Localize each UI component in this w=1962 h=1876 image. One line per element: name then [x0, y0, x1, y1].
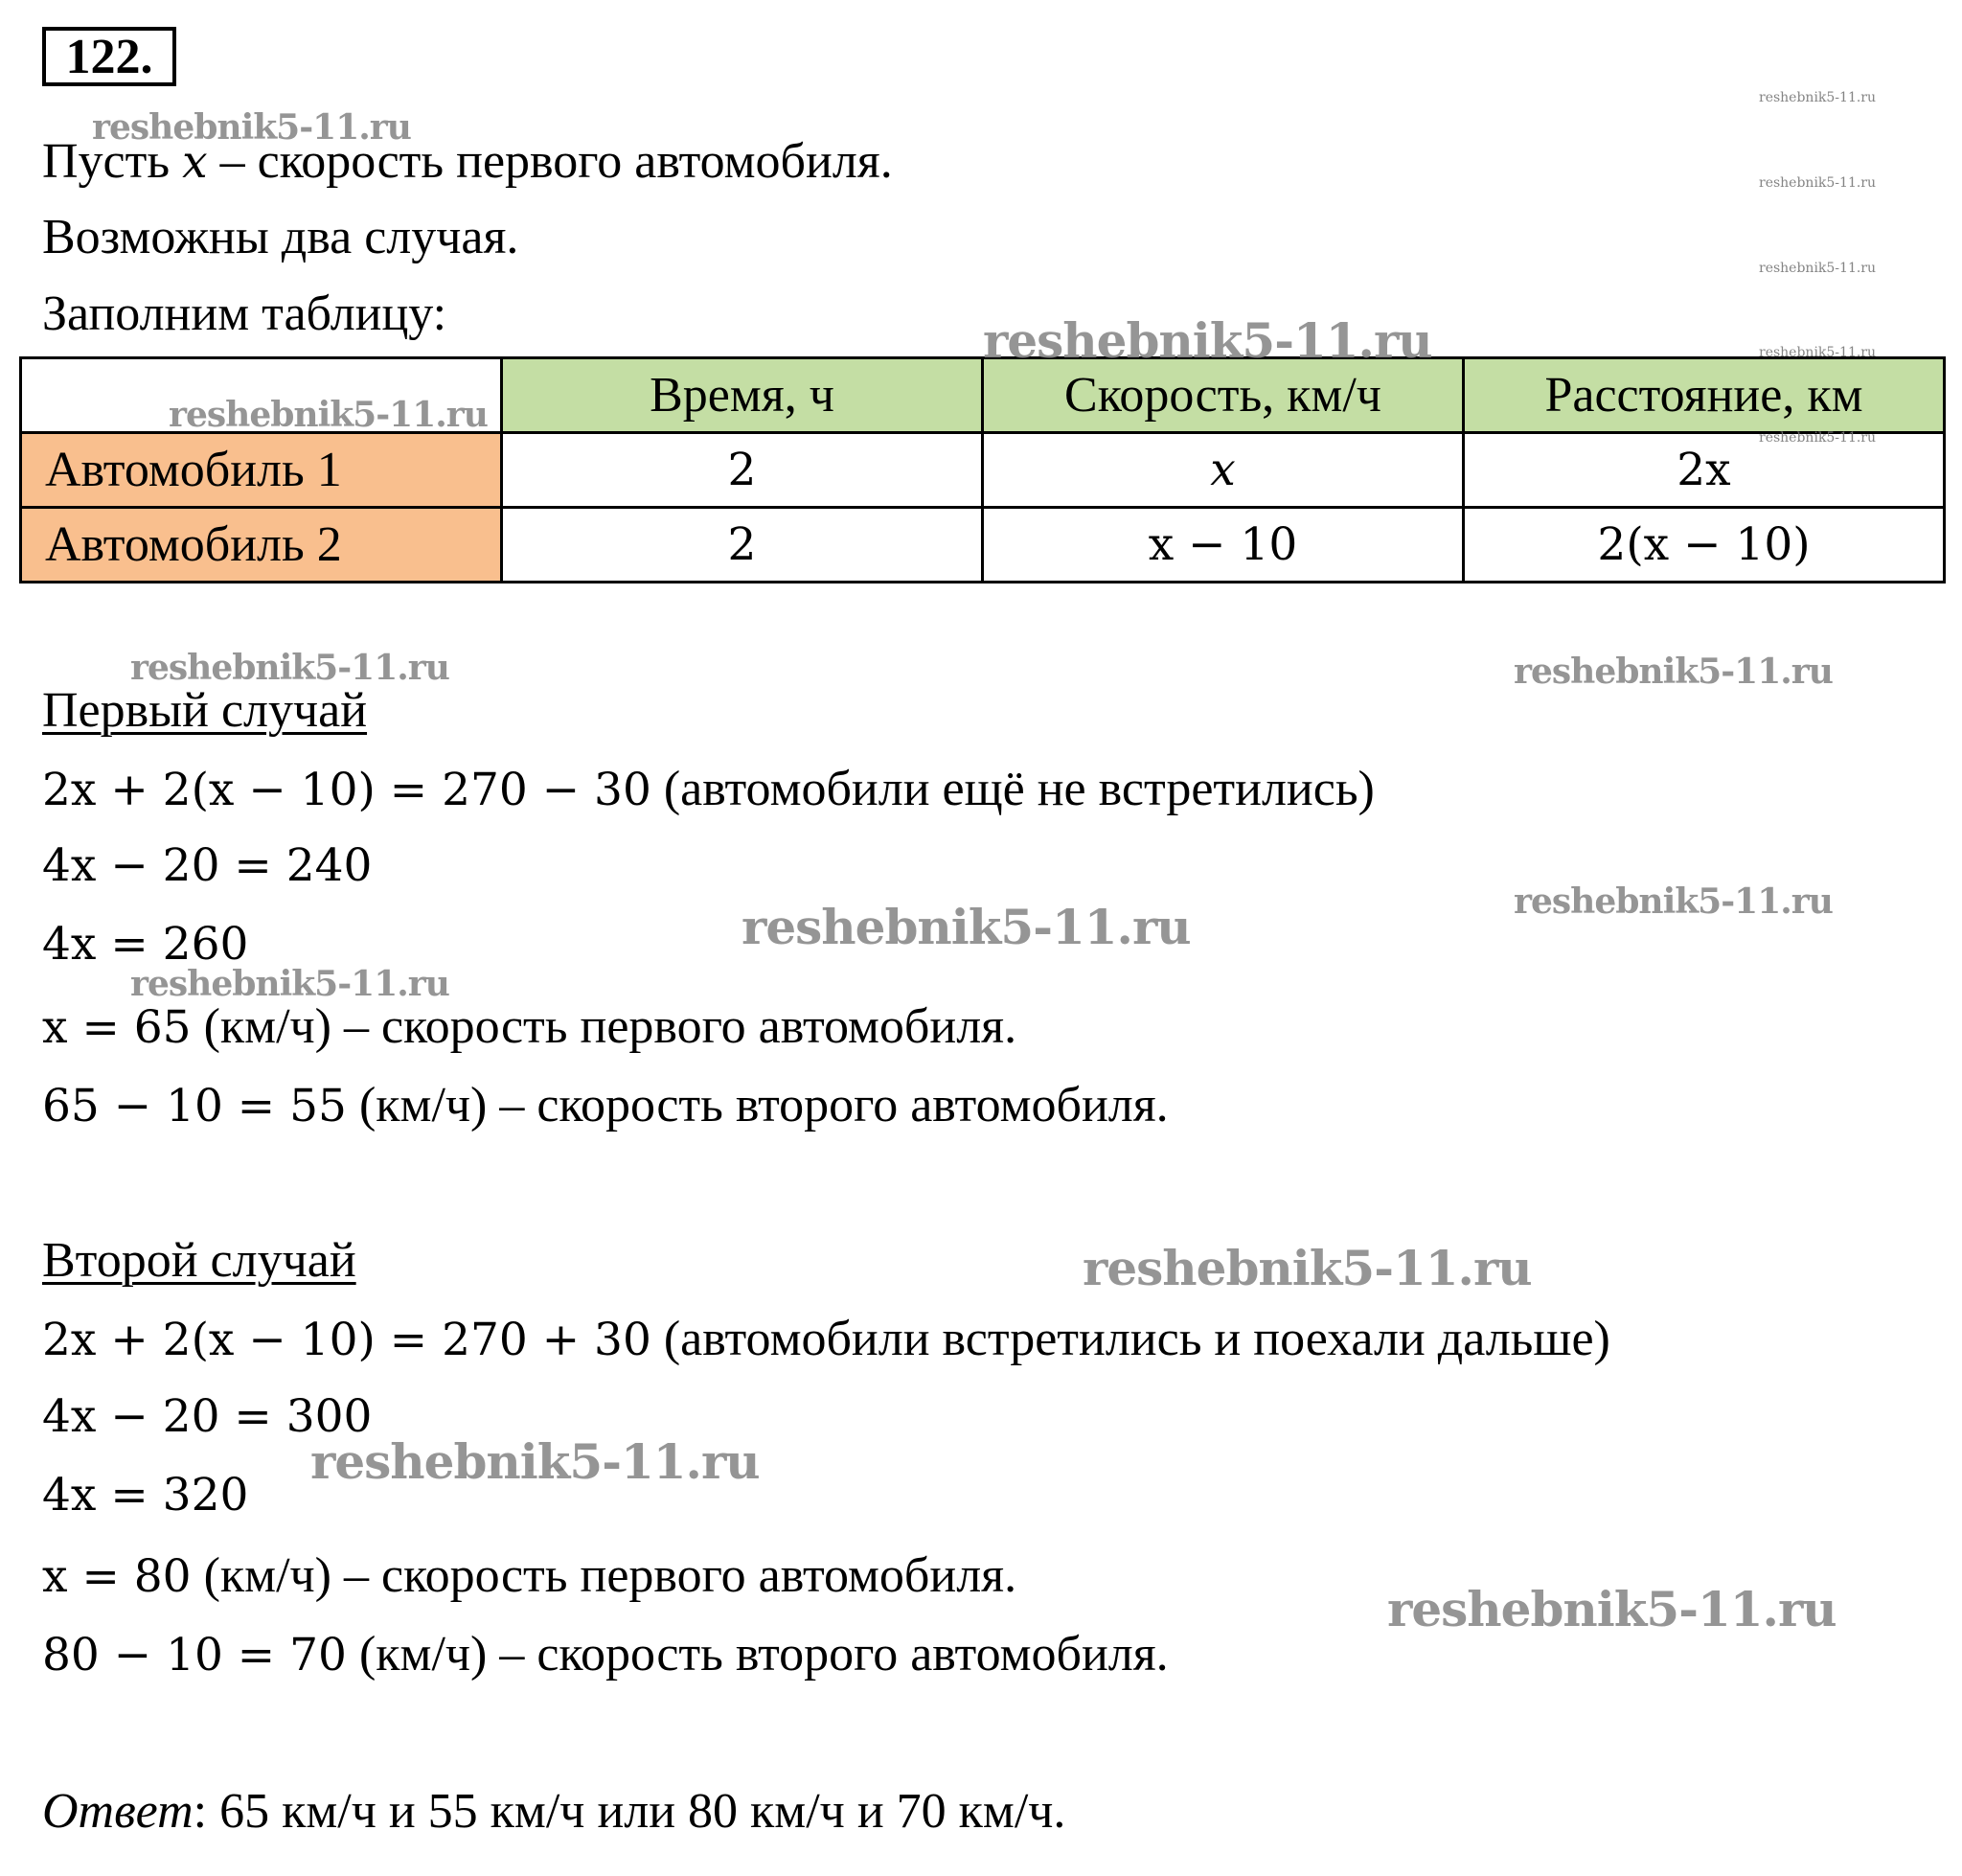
intro-fill-table: Заполним таблицу:: [42, 286, 447, 341]
case1-eq1-line: [42, 762, 1375, 816]
table-cell-time: 2: [502, 508, 983, 583]
watermark: reshebnik5-11.ru: [1514, 652, 1833, 692]
watermark: reshebnik5-11.ru: [741, 899, 1191, 955]
table-header-distance: Расстояние, км: [1464, 358, 1945, 433]
answer-label: Ответ: [42, 1784, 194, 1839]
intro-let-prefix: Пусть: [42, 134, 183, 189]
table-cell-distance: 2x: [1464, 433, 1945, 508]
case1-heading: Первый случай: [42, 683, 368, 738]
case1-eq5-note: (км/ч) – скорость второго автомобиля.: [346, 1078, 1169, 1132]
case2-eq5-line: [42, 1627, 1169, 1682]
answer-text: : 65 км/ч и 55 км/ч или 80 км/ч и 70 км/ч.: [193, 1784, 1066, 1839]
table-row: [21, 433, 1945, 508]
table-row-label: Автомобиль 2: [21, 508, 502, 583]
table-cell-distance: 2(x − 10): [1464, 508, 1945, 583]
case1-eq3: 4x = 260: [42, 918, 249, 971]
watermark: reshebnik5-11.ru: [169, 395, 488, 435]
case1-eq1: 2x + 2(x − 10) = 270 − 30: [42, 764, 651, 816]
speed-table: [19, 356, 1946, 583]
case2-eq1-note: (автомобили встретились и поехали дальше): [650, 1312, 1610, 1366]
case1-eq2: 4x − 20 = 240: [42, 839, 373, 892]
table-row: [21, 508, 1945, 583]
watermark: reshebnik5-11.ru: [130, 964, 449, 1004]
case2-eq3: 4x = 320: [42, 1469, 249, 1521]
intro-let-var: x: [182, 136, 208, 189]
case2-eq1-line: [42, 1312, 1610, 1366]
watermark: reshebnik5-11.ru: [1083, 1240, 1532, 1296]
table-header-speed: Скорость, км/ч: [983, 358, 1464, 433]
watermark: reshebnik5-11.ru: [1514, 881, 1833, 922]
watermark: reshebnik5-11.ru: [130, 648, 449, 688]
case2-eq5-note: (км/ч) – скорость второго автомобиля.: [346, 1627, 1169, 1682]
watermark: reshebnik5-11.ru: [1759, 261, 1877, 276]
watermark: reshebnik5-11.ru: [1759, 430, 1877, 446]
watermark: reshebnik5-11.ru: [1759, 175, 1877, 191]
watermark: reshebnik5-11.ru: [1759, 90, 1877, 105]
case1-eq4: x = 65: [42, 1001, 192, 1054]
intro-two-cases: Возможны два случая.: [42, 210, 519, 264]
case1-eq4-note: (км/ч) – скорость первого автомобиля.: [191, 999, 1017, 1054]
case2-eq2: 4x − 20 = 300: [42, 1390, 373, 1443]
case1-eq5-line: [42, 1078, 1169, 1132]
case2-heading: Второй случай: [42, 1233, 356, 1288]
watermark: reshebnik5-11.ru: [1759, 345, 1877, 360]
case2-eq4-note: (км/ч) – скорость первого автомобиля.: [191, 1548, 1017, 1603]
watermark: reshebnik5-11.ru: [983, 312, 1432, 369]
answer-line: [42, 1784, 1066, 1839]
watermark: reshebnik5-11.ru: [1387, 1581, 1837, 1637]
case1-eq5: 65 − 10 = 55: [42, 1080, 347, 1132]
table-row-label: Автомобиль 1: [21, 433, 502, 508]
case2-eq1: 2x + 2(x − 10) = 270 + 30: [42, 1314, 651, 1366]
table-cell-speed: x − 10: [983, 508, 1464, 583]
case2-eq4-line: [42, 1548, 1017, 1603]
table-header-time: Время, ч: [502, 358, 983, 433]
case2-eq4: x = 80: [42, 1550, 192, 1603]
case1-eq1-note: (автомобили ещё не встретились): [650, 762, 1375, 816]
case1-eq4-line: [42, 999, 1017, 1054]
case2-eq5: 80 − 10 = 70: [42, 1629, 347, 1682]
watermark: reshebnik5-11.ru: [310, 1433, 760, 1490]
intro-let-suffix: – скорость первого автомобиля.: [207, 134, 893, 189]
watermark: reshebnik5-11.ru: [92, 107, 411, 148]
table-cell-time: 2: [502, 433, 983, 508]
task-number: 122.: [42, 27, 176, 86]
table-cell-speed: x: [983, 433, 1464, 508]
